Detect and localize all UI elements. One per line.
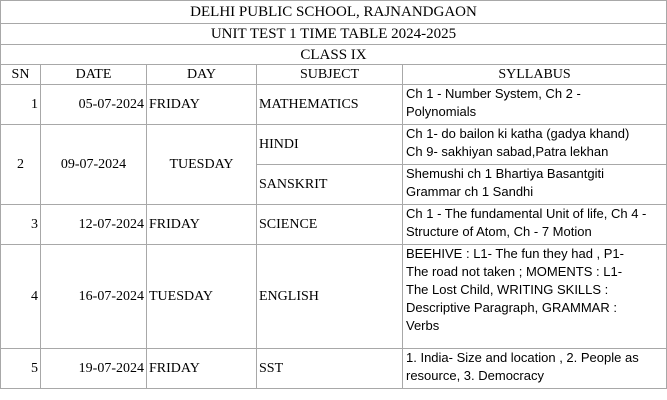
syllabus-cell bbox=[403, 85, 667, 125]
col-header-day: DAY bbox=[147, 65, 257, 85]
syllabus-line: Polynomials bbox=[406, 104, 477, 119]
syllabus-line: resource, 3. Democracy bbox=[406, 368, 544, 383]
syllabus-cell bbox=[403, 125, 667, 165]
day-cell: TUESDAY bbox=[147, 125, 257, 205]
test-title: UNIT TEST 1 TIME TABLE 2024-2025 bbox=[1, 24, 667, 45]
sn-cell: 1 bbox=[1, 85, 41, 125]
syllabus-line: The Lost Child, WRITING SKILLS : bbox=[406, 282, 609, 297]
day-cell: TUESDAY bbox=[147, 245, 257, 349]
syllabus-line: Verbs bbox=[406, 318, 440, 333]
syllabus-line: Ch 1 - The fundamental Unit of life, Ch 4 - bbox=[406, 206, 647, 221]
date-cell: 16-07-2024 bbox=[41, 245, 147, 349]
title-row-test bbox=[1, 24, 667, 45]
syllabus-cell bbox=[403, 165, 667, 205]
syllabus-line: Grammar ch 1 Sandhi bbox=[406, 184, 534, 199]
table-row bbox=[1, 245, 667, 349]
syllabus-line: Ch 1- do bailon ki katha (gadya khand) bbox=[406, 126, 630, 141]
subject-cell: SST bbox=[257, 349, 403, 389]
syllabus-line: Shemushi ch 1 Bhartiya Basantgiti bbox=[406, 166, 604, 181]
day-cell: FRIDAY bbox=[147, 85, 257, 125]
table-row bbox=[1, 205, 667, 245]
syllabus-line: 1. India- Size and location , 2. People as bbox=[406, 350, 639, 365]
col-header-date: DATE bbox=[41, 65, 147, 85]
syllabus-cell bbox=[403, 349, 667, 389]
subject-cell: SCIENCE bbox=[257, 205, 403, 245]
subject-cell: ENGLISH bbox=[257, 245, 403, 349]
date-cell: 19-07-2024 bbox=[41, 349, 147, 389]
subject-cell: MATHEMATICS bbox=[257, 85, 403, 125]
date-cell: 12-07-2024 bbox=[41, 205, 147, 245]
syllabus-line: Ch 1 - Number System, Ch 2 - bbox=[406, 86, 581, 101]
sn-cell: 4 bbox=[1, 245, 41, 349]
class-title: CLASS IX bbox=[1, 45, 667, 65]
table-row bbox=[1, 349, 667, 389]
day-cell: FRIDAY bbox=[147, 205, 257, 245]
header-row bbox=[1, 65, 667, 85]
school-name: DELHI PUBLIC SCHOOL, RAJNANDGAON bbox=[1, 1, 667, 24]
date-cell: 09-07-2024 bbox=[41, 125, 147, 205]
table-row bbox=[1, 85, 667, 125]
syllabus-line: Structure of Atom, Ch - 7 Motion bbox=[406, 224, 592, 239]
syllabus-line: Ch 9- sakhiyan sabad,Patra lekhan bbox=[406, 144, 609, 159]
subject-cell: SANSKRIT bbox=[257, 165, 403, 205]
syllabus-line: Descriptive Paragraph, GRAMMAR : bbox=[406, 300, 617, 315]
col-header-sn: SN bbox=[1, 65, 41, 85]
col-header-syllabus: SYLLABUS bbox=[403, 65, 667, 85]
sn-cell: 2 bbox=[1, 125, 41, 205]
title-row-class bbox=[1, 45, 667, 65]
sn-cell: 3 bbox=[1, 205, 41, 245]
date-cell: 05-07-2024 bbox=[41, 85, 147, 125]
col-header-subject: SUBJECT bbox=[257, 65, 403, 85]
title-row-school bbox=[1, 1, 667, 24]
syllabus-cell bbox=[403, 205, 667, 245]
day-cell: FRIDAY bbox=[147, 349, 257, 389]
sn-cell: 5 bbox=[1, 349, 41, 389]
syllabus-line: BEEHIVE : L1- The fun they had , P1- bbox=[406, 246, 624, 261]
syllabus-cell bbox=[403, 245, 667, 349]
subject-cell: HINDI bbox=[257, 125, 403, 165]
syllabus-line: The road not taken ; MOMENTS : L1- bbox=[406, 264, 623, 279]
table-row bbox=[1, 125, 667, 165]
